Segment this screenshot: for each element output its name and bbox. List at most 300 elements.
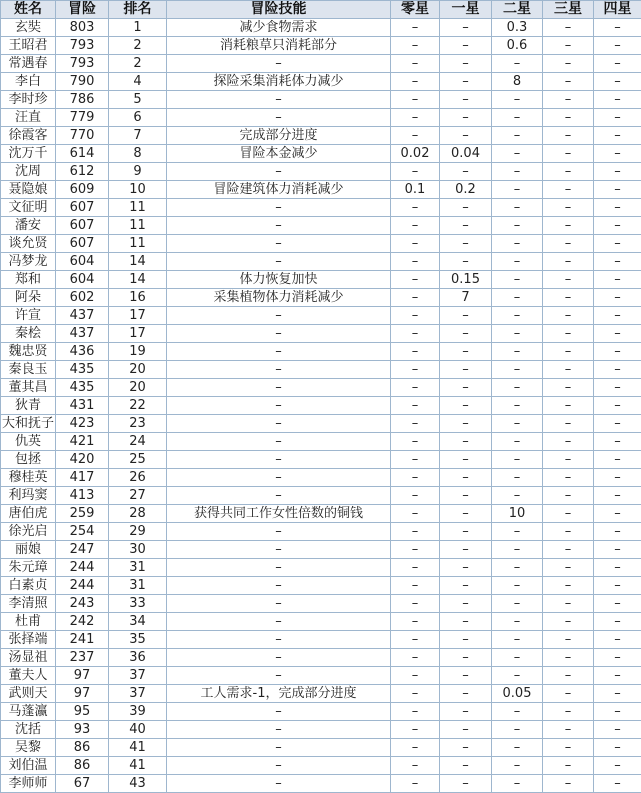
cell-rank: 41 [109, 739, 167, 757]
table-row [1, 703, 641, 721]
cell-three-star: – [543, 109, 594, 127]
cell-rank: 14 [109, 271, 167, 289]
cell-skill: – [167, 721, 391, 739]
cell-rank: 22 [109, 397, 167, 415]
cell-four-star: – [594, 343, 641, 361]
cell-three-star: – [543, 703, 594, 721]
cell-rank: 28 [109, 505, 167, 523]
cell-skill: – [167, 109, 391, 127]
table-row [1, 559, 641, 577]
cell-zero-star: 0.1 [391, 181, 440, 199]
cell-three-star: – [543, 667, 594, 685]
cell-three-star: – [543, 181, 594, 199]
cell-rank: 37 [109, 667, 167, 685]
cell-rank: 26 [109, 469, 167, 487]
table-row [1, 199, 641, 217]
cell-four-star: – [594, 649, 641, 667]
cell-skill: 探险采集消耗体力减少 [167, 73, 391, 91]
cell-two-star: – [492, 631, 543, 649]
table-row [1, 271, 641, 289]
cell-skill: – [167, 451, 391, 469]
cell-one-star: – [440, 19, 492, 37]
cell-rank: 35 [109, 631, 167, 649]
cell-adventure: 86 [56, 739, 109, 757]
cell-two-star: – [492, 55, 543, 73]
table-row [1, 487, 641, 505]
cell-three-star: – [543, 199, 594, 217]
cell-rank: 25 [109, 451, 167, 469]
cell-adventure: 770 [56, 127, 109, 145]
cell-four-star: – [594, 577, 641, 595]
cell-four-star: – [594, 289, 641, 307]
cell-four-star: – [594, 199, 641, 217]
cell-zero-star: – [391, 487, 440, 505]
cell-name: 利玛窦 [1, 487, 56, 505]
table-row [1, 775, 641, 793]
cell-one-star: – [440, 505, 492, 523]
cell-three-star: – [543, 469, 594, 487]
cell-two-star: – [492, 757, 543, 775]
cell-rank: 5 [109, 91, 167, 109]
cell-rank: 34 [109, 613, 167, 631]
cell-three-star: – [543, 415, 594, 433]
cell-four-star: – [594, 595, 641, 613]
cell-zero-star: – [391, 415, 440, 433]
cell-four-star: – [594, 127, 641, 145]
cell-zero-star: – [391, 451, 440, 469]
cell-rank: 10 [109, 181, 167, 199]
table-row [1, 613, 641, 631]
table-row [1, 127, 641, 145]
cell-adventure: 607 [56, 217, 109, 235]
cell-rank: 27 [109, 487, 167, 505]
cell-one-star: – [440, 613, 492, 631]
cell-rank: 43 [109, 775, 167, 793]
cell-one-star: 0.04 [440, 145, 492, 163]
cell-four-star: – [594, 775, 641, 793]
cell-rank: 20 [109, 361, 167, 379]
cell-skill: – [167, 649, 391, 667]
cell-four-star: – [594, 559, 641, 577]
cell-two-star: – [492, 361, 543, 379]
table-row [1, 433, 641, 451]
cell-three-star: – [543, 307, 594, 325]
cell-name: 沈万千 [1, 145, 56, 163]
cell-one-star: – [440, 685, 492, 703]
cell-rank: 17 [109, 325, 167, 343]
cell-name: 刘伯温 [1, 757, 56, 775]
cell-two-star: – [492, 253, 543, 271]
cell-name: 玄奘 [1, 19, 56, 37]
cell-zero-star: – [391, 325, 440, 343]
cell-zero-star: – [391, 307, 440, 325]
table-row [1, 469, 641, 487]
cell-three-star: – [543, 721, 594, 739]
cell-name: 丽娘 [1, 541, 56, 559]
cell-three-star: – [543, 559, 594, 577]
table-row [1, 595, 641, 613]
cell-three-star: – [543, 19, 594, 37]
cell-one-star: – [440, 91, 492, 109]
cell-four-star: – [594, 451, 641, 469]
cell-skill: – [167, 469, 391, 487]
cell-one-star: – [440, 577, 492, 595]
cell-zero-star: – [391, 253, 440, 271]
cell-four-star: – [594, 667, 641, 685]
cell-name: 包拯 [1, 451, 56, 469]
cell-three-star: – [543, 289, 594, 307]
cell-three-star: – [543, 487, 594, 505]
cell-adventure: 614 [56, 145, 109, 163]
cell-four-star: – [594, 145, 641, 163]
cell-one-star: – [440, 667, 492, 685]
cell-name: 冯梦龙 [1, 253, 56, 271]
header-adventure-skill: 冒险技能 [167, 1, 391, 19]
cell-four-star: – [594, 307, 641, 325]
cell-one-star: – [440, 235, 492, 253]
cell-three-star: – [543, 91, 594, 109]
cell-name: 仇英 [1, 433, 56, 451]
cell-two-star: – [492, 109, 543, 127]
cell-skill: – [167, 397, 391, 415]
cell-adventure: 612 [56, 163, 109, 181]
cell-rank: 2 [109, 55, 167, 73]
cell-skill: – [167, 433, 391, 451]
cell-skill: – [167, 595, 391, 613]
cell-two-star: – [492, 199, 543, 217]
cell-one-star: – [440, 217, 492, 235]
table-row [1, 505, 641, 523]
cell-zero-star: – [391, 55, 440, 73]
cell-skill: – [167, 199, 391, 217]
header-rank: 排名 [109, 1, 167, 19]
cell-rank: 40 [109, 721, 167, 739]
cell-zero-star: – [391, 613, 440, 631]
cell-skill: – [167, 541, 391, 559]
cell-adventure: 607 [56, 235, 109, 253]
cell-one-star: 0.2 [440, 181, 492, 199]
cell-adventure: 793 [56, 37, 109, 55]
cell-skill: 完成部分进度 [167, 127, 391, 145]
cell-adventure: 259 [56, 505, 109, 523]
cell-skill: – [167, 667, 391, 685]
cell-name: 张择端 [1, 631, 56, 649]
cell-two-star: – [492, 379, 543, 397]
cell-rank: 23 [109, 415, 167, 433]
cell-one-star: – [440, 55, 492, 73]
cell-two-star: – [492, 595, 543, 613]
cell-zero-star: – [391, 631, 440, 649]
cell-four-star: – [594, 631, 641, 649]
cell-two-star: – [492, 487, 543, 505]
table-row [1, 379, 641, 397]
cell-name: 李白 [1, 73, 56, 91]
table-row [1, 37, 641, 55]
cell-three-star: – [543, 613, 594, 631]
cell-rank: 9 [109, 163, 167, 181]
cell-rank: 20 [109, 379, 167, 397]
cell-four-star: – [594, 469, 641, 487]
cell-rank: 14 [109, 253, 167, 271]
cell-name: 潘安 [1, 217, 56, 235]
cell-two-star: – [492, 703, 543, 721]
cell-zero-star: – [391, 739, 440, 757]
cell-skill: – [167, 703, 391, 721]
cell-three-star: – [543, 127, 594, 145]
cell-two-star: 0.3 [492, 19, 543, 37]
cell-skill: 冒险本金减少 [167, 145, 391, 163]
cell-one-star: 0.15 [440, 271, 492, 289]
cell-name: 郑和 [1, 271, 56, 289]
cell-two-star: – [492, 559, 543, 577]
cell-four-star: – [594, 253, 641, 271]
cell-three-star: – [543, 379, 594, 397]
cell-name: 大和抚子 [1, 415, 56, 433]
cell-one-star: – [440, 253, 492, 271]
cell-skill: 工人需求-1，完成部分进度 [167, 685, 391, 703]
cell-rank: 24 [109, 433, 167, 451]
cell-four-star: – [594, 181, 641, 199]
cell-three-star: – [543, 505, 594, 523]
cell-two-star: – [492, 91, 543, 109]
cell-two-star: – [492, 667, 543, 685]
cell-rank: 29 [109, 523, 167, 541]
cell-zero-star: – [391, 91, 440, 109]
table-row [1, 721, 641, 739]
table-row [1, 451, 641, 469]
cell-three-star: – [543, 739, 594, 757]
cell-zero-star: – [391, 541, 440, 559]
cell-one-star: – [440, 595, 492, 613]
cell-two-star: – [492, 433, 543, 451]
cell-zero-star: – [391, 397, 440, 415]
cell-rank: 33 [109, 595, 167, 613]
cell-name: 王昭君 [1, 37, 56, 55]
cell-two-star: – [492, 577, 543, 595]
cell-one-star: – [440, 451, 492, 469]
cell-two-star: – [492, 181, 543, 199]
cell-name: 吴黎 [1, 739, 56, 757]
cell-one-star: – [440, 379, 492, 397]
cell-name: 沈周 [1, 163, 56, 181]
cell-adventure: 241 [56, 631, 109, 649]
cell-name: 聂隐娘 [1, 181, 56, 199]
cell-one-star: – [440, 487, 492, 505]
cell-three-star: – [543, 145, 594, 163]
cell-three-star: – [543, 73, 594, 91]
table-row [1, 325, 641, 343]
cell-skill: – [167, 343, 391, 361]
cell-skill: – [167, 559, 391, 577]
cell-two-star: 10 [492, 505, 543, 523]
cell-three-star: – [543, 217, 594, 235]
cell-one-star: – [440, 325, 492, 343]
cell-four-star: – [594, 523, 641, 541]
cell-three-star: – [543, 433, 594, 451]
cell-name: 汤显祖 [1, 649, 56, 667]
cell-adventure: 97 [56, 667, 109, 685]
cell-zero-star: – [391, 685, 440, 703]
cell-zero-star: – [391, 469, 440, 487]
cell-name: 秦良玉 [1, 361, 56, 379]
cell-four-star: – [594, 325, 641, 343]
cell-adventure: 244 [56, 577, 109, 595]
header-two-star: 二星 [492, 1, 543, 19]
cell-adventure: 437 [56, 325, 109, 343]
cell-name: 李师师 [1, 775, 56, 793]
cell-one-star: – [440, 703, 492, 721]
cell-three-star: – [543, 775, 594, 793]
cell-adventure: 247 [56, 541, 109, 559]
cell-zero-star: – [391, 505, 440, 523]
cell-skill: – [167, 235, 391, 253]
cell-two-star: 8 [492, 73, 543, 91]
cell-skill: – [167, 91, 391, 109]
table-row [1, 685, 641, 703]
cell-rank: 16 [109, 289, 167, 307]
cell-one-star: – [440, 109, 492, 127]
cell-two-star: – [492, 217, 543, 235]
table-row [1, 109, 641, 127]
cell-zero-star: – [391, 577, 440, 595]
cell-one-star: – [440, 541, 492, 559]
cell-three-star: – [543, 649, 594, 667]
cell-name: 杜甫 [1, 613, 56, 631]
cell-adventure: 786 [56, 91, 109, 109]
cell-adventure: 437 [56, 307, 109, 325]
cell-rank: 36 [109, 649, 167, 667]
cell-three-star: – [543, 163, 594, 181]
cell-zero-star: – [391, 361, 440, 379]
cell-zero-star: – [391, 235, 440, 253]
cell-skill: – [167, 217, 391, 235]
cell-zero-star: – [391, 775, 440, 793]
cell-one-star: – [440, 631, 492, 649]
cell-one-star: – [440, 721, 492, 739]
table-row [1, 163, 641, 181]
cell-zero-star: – [391, 559, 440, 577]
cell-adventure: 436 [56, 343, 109, 361]
cell-two-star: – [492, 127, 543, 145]
table-row [1, 415, 641, 433]
cell-adventure: 607 [56, 199, 109, 217]
cell-two-star: 0.05 [492, 685, 543, 703]
cell-adventure: 803 [56, 19, 109, 37]
cell-rank: 11 [109, 217, 167, 235]
cell-skill: 消耗粮草只消耗部分 [167, 37, 391, 55]
cell-four-star: – [594, 361, 641, 379]
cell-one-star: – [440, 307, 492, 325]
cell-skill: – [167, 163, 391, 181]
cell-name: 许宣 [1, 307, 56, 325]
cell-adventure: 242 [56, 613, 109, 631]
cell-three-star: – [543, 541, 594, 559]
cell-two-star: – [492, 343, 543, 361]
cell-one-star: – [440, 397, 492, 415]
cell-skill: – [167, 253, 391, 271]
cell-four-star: – [594, 271, 641, 289]
cell-three-star: – [543, 55, 594, 73]
cell-two-star: – [492, 541, 543, 559]
cell-two-star: – [492, 649, 543, 667]
cell-name: 董其昌 [1, 379, 56, 397]
cell-zero-star: – [391, 721, 440, 739]
cell-four-star: – [594, 109, 641, 127]
cell-zero-star: – [391, 379, 440, 397]
cell-rank: 41 [109, 757, 167, 775]
table-row [1, 343, 641, 361]
cell-name: 阿朵 [1, 289, 56, 307]
cell-adventure: 604 [56, 271, 109, 289]
cell-name: 谈允贤 [1, 235, 56, 253]
cell-adventure: 93 [56, 721, 109, 739]
cell-one-star: – [440, 163, 492, 181]
cell-skill: – [167, 775, 391, 793]
cell-zero-star: – [391, 289, 440, 307]
cell-skill: – [167, 523, 391, 541]
cell-four-star: – [594, 541, 641, 559]
cell-one-star: – [440, 757, 492, 775]
table-row [1, 217, 641, 235]
table-row [1, 577, 641, 595]
cell-adventure: 435 [56, 379, 109, 397]
table-row [1, 73, 641, 91]
cell-two-star: – [492, 397, 543, 415]
cell-adventure: 254 [56, 523, 109, 541]
cell-one-star: – [440, 649, 492, 667]
cell-name: 文征明 [1, 199, 56, 217]
cell-four-star: – [594, 415, 641, 433]
header-adventure: 冒险 [56, 1, 109, 19]
cell-adventure: 790 [56, 73, 109, 91]
cell-zero-star: – [391, 271, 440, 289]
cell-four-star: – [594, 613, 641, 631]
cell-three-star: – [543, 685, 594, 703]
cell-name: 徐光启 [1, 523, 56, 541]
table-row [1, 631, 641, 649]
cell-three-star: – [543, 757, 594, 775]
cell-two-star: – [492, 145, 543, 163]
cell-zero-star: – [391, 667, 440, 685]
cell-skill: – [167, 487, 391, 505]
cell-two-star: – [492, 451, 543, 469]
table-row [1, 91, 641, 109]
cell-three-star: – [543, 595, 594, 613]
cell-skill: 采集植物体力消耗减少 [167, 289, 391, 307]
cell-skill: – [167, 757, 391, 775]
cell-one-star: – [440, 559, 492, 577]
cell-four-star: – [594, 37, 641, 55]
cell-adventure: 779 [56, 109, 109, 127]
table-row [1, 397, 641, 415]
cell-four-star: – [594, 721, 641, 739]
cell-adventure: 420 [56, 451, 109, 469]
cell-adventure: 95 [56, 703, 109, 721]
cell-skill: – [167, 631, 391, 649]
cell-zero-star: – [391, 757, 440, 775]
cell-rank: 6 [109, 109, 167, 127]
cell-skill: – [167, 379, 391, 397]
cell-rank: 17 [109, 307, 167, 325]
cell-four-star: – [594, 217, 641, 235]
cell-four-star: – [594, 757, 641, 775]
table-row [1, 289, 641, 307]
table-body [1, 19, 641, 793]
cell-one-star: – [440, 73, 492, 91]
header-row [1, 1, 641, 19]
cell-two-star: – [492, 289, 543, 307]
cell-adventure: 435 [56, 361, 109, 379]
